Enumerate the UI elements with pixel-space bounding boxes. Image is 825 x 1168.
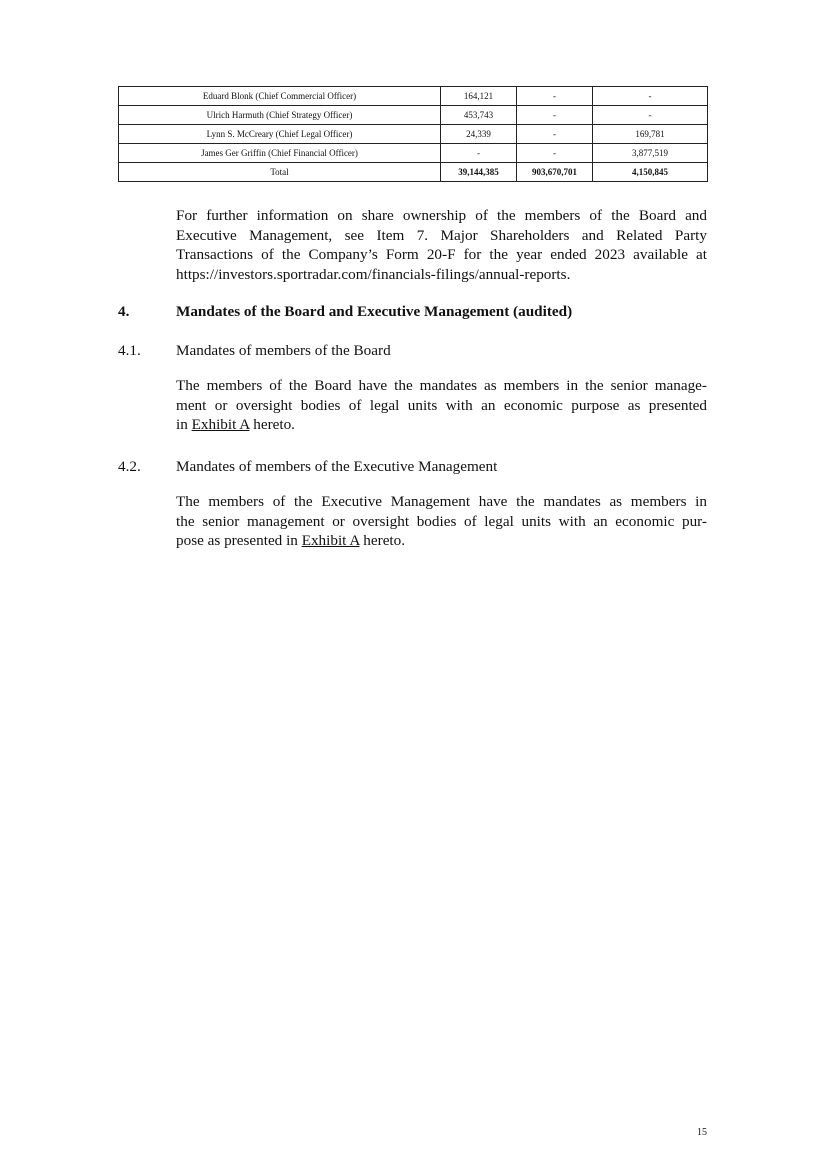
table-total-row bbox=[119, 163, 708, 182]
table-row bbox=[119, 106, 708, 125]
total-value-cell: 903,670,701 bbox=[517, 163, 593, 182]
share-ownership-table bbox=[118, 86, 708, 182]
table-row bbox=[119, 144, 708, 163]
table-row bbox=[119, 125, 708, 144]
paragraph-line: https://investors.sportradar.com/financials-filings/annual-reports. bbox=[176, 265, 571, 283]
value-cell: - bbox=[441, 144, 517, 163]
value-cell: - bbox=[517, 106, 593, 125]
section-4-title: Mandates of the Board and Executive Management (audited) bbox=[176, 303, 573, 320]
paragraph-line: the senior management or oversight bodies of legal units with an economic pur- bbox=[176, 512, 707, 530]
paragraph-line: Transactions of the Company’s Form 20-F for the year ended 2023 available at bbox=[176, 246, 707, 263]
line-suffix: hereto. bbox=[359, 532, 406, 549]
member-name-cell: James Ger Griffin (Chief Financial Officer) bbox=[119, 144, 441, 163]
paragraph-line: ment or oversight bodies of legal units with an economic purpose as presented bbox=[176, 396, 707, 414]
total-value-cell: 4,150,845 bbox=[593, 163, 708, 182]
value-cell: - bbox=[593, 106, 708, 125]
value-cell: 3,877,519 bbox=[593, 144, 708, 163]
value-cell: 164,121 bbox=[441, 87, 517, 106]
value-cell: - bbox=[517, 125, 593, 144]
paragraph-line: Executive Management, see Item 7. Major Shareholders and Related Party bbox=[176, 226, 707, 244]
line-prefix: pose as presented in bbox=[176, 532, 302, 549]
total-label-cell: Total bbox=[119, 163, 441, 182]
page-number: 15 bbox=[697, 1127, 707, 1138]
paragraph-line bbox=[176, 531, 707, 551]
value-cell: 169,781 bbox=[593, 125, 708, 144]
section-4-number: 4. bbox=[118, 303, 130, 320]
member-name-cell: Eduard Blonk (Chief Commercial Officer) bbox=[119, 87, 441, 106]
paragraph-line: For further information on share ownership of the members of the Board and bbox=[176, 207, 707, 224]
paragraph-line bbox=[176, 415, 707, 435]
table-row bbox=[119, 87, 708, 106]
section-4-2-title: Mandates of members of the Executive Management bbox=[176, 458, 498, 475]
exhibit-a-link[interactable]: Exhibit A bbox=[191, 416, 250, 433]
member-name-cell: Ulrich Harmuth (Chief Strategy Officer) bbox=[119, 106, 441, 125]
value-cell: 453,743 bbox=[441, 106, 517, 125]
line-prefix: in bbox=[176, 416, 192, 433]
value-cell: - bbox=[593, 87, 708, 106]
share-ownership-info-paragraph bbox=[176, 206, 707, 284]
paragraph-line: The members of the Executive Management have the mandates as members in bbox=[176, 493, 707, 510]
value-cell: - bbox=[517, 144, 593, 163]
paragraph-line: The members of the Board have the mandates as members in the senior manage- bbox=[176, 377, 707, 394]
exhibit-a-link[interactable]: Exhibit A bbox=[301, 532, 360, 549]
section-4-1-title: Mandates of members of the Board bbox=[176, 342, 391, 359]
value-cell: 24,339 bbox=[441, 125, 517, 144]
value-cell: - bbox=[517, 87, 593, 106]
total-value-cell: 39,144,385 bbox=[441, 163, 517, 182]
member-name-cell: Lynn S. McCreary (Chief Legal Officer) bbox=[119, 125, 441, 144]
section-4-1-number: 4.1. bbox=[118, 342, 141, 359]
section-4-1-paragraph bbox=[176, 376, 707, 435]
section-4-2-paragraph bbox=[176, 492, 707, 551]
section-4-2-number: 4.2. bbox=[118, 458, 141, 475]
line-suffix: hereto. bbox=[249, 416, 295, 433]
